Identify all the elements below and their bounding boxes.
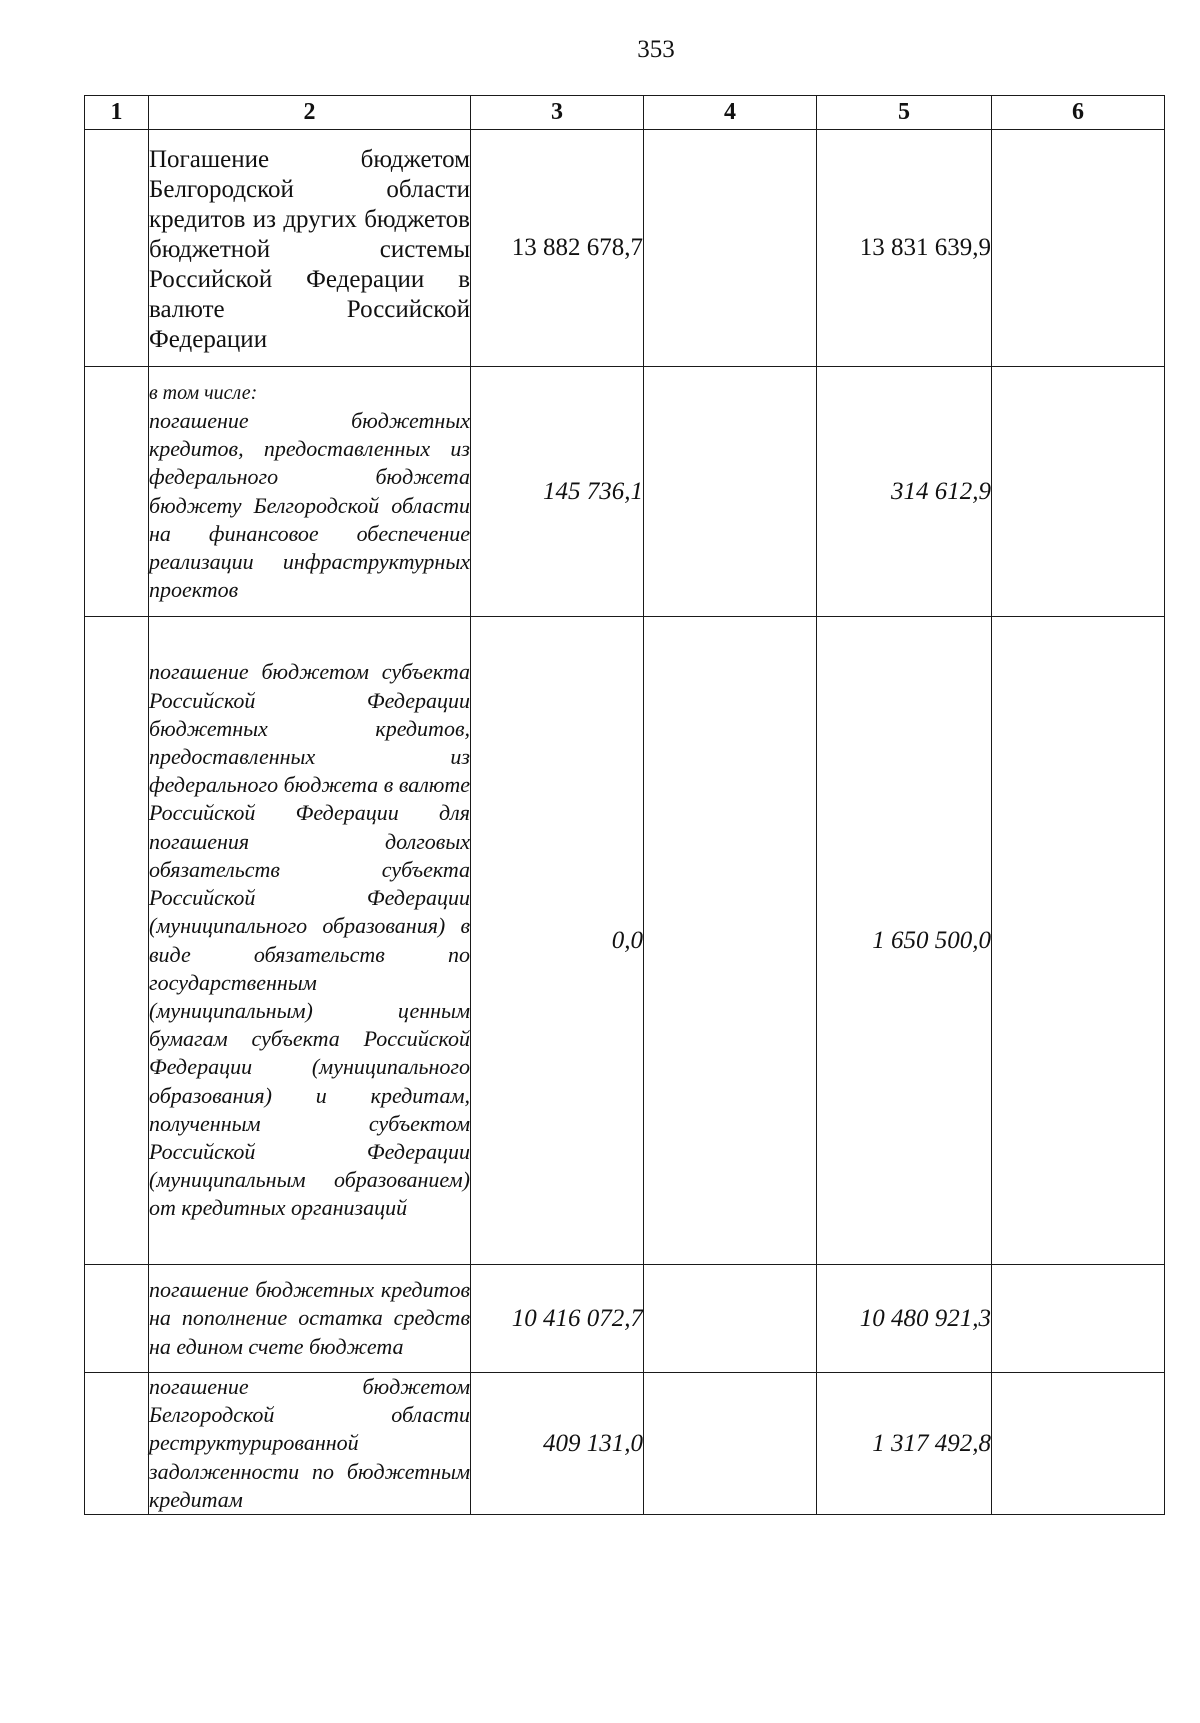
value-cell-col3: 0,0 bbox=[471, 617, 644, 1265]
value-cell-col5: 13 831 639,9 bbox=[817, 130, 992, 367]
description-cell: погашение бюджетом Белгородской области реструктурированной задолженности по бюджетным кредитам bbox=[149, 1373, 471, 1515]
header-cell-6: 6 bbox=[992, 96, 1165, 130]
value-cell-col3: 10 416 072,7 bbox=[471, 1265, 644, 1373]
row-number-cell bbox=[85, 1265, 149, 1373]
value-cell-col6 bbox=[992, 1373, 1165, 1515]
table-row bbox=[85, 367, 1165, 617]
table-row bbox=[85, 130, 1165, 367]
row-number-cell bbox=[85, 367, 149, 617]
page-number: 353 bbox=[637, 36, 675, 63]
description-cell: погашение бюджетом субъекта Российской Федерации бюджетных кредитов, предоставленных из федерального бюджета в валюте Российской Федерации для погашения долговых обязательств субъекта Российской Федерации (муниципального образования) в виде обязательств по государственным (муниципальным) ценным бумагам субъекта Российской Федерации (муниципального образования) и кредитам, полученным субъектом Российской Федерации (муниципальным образованием) от кредитных организаций bbox=[149, 617, 471, 1265]
header-row bbox=[85, 96, 1165, 130]
description-cell: Погашение бюджетом Белгородской области кредитов из других бюджетов бюджетной системы Российской Федерации в валюте Российской Федерации bbox=[149, 130, 471, 367]
header-cell-5: 5 bbox=[817, 96, 992, 130]
value-cell-col5: 1 317 492,8 bbox=[817, 1373, 992, 1515]
row-number-cell bbox=[85, 130, 149, 367]
value-cell-col3: 13 882 678,7 bbox=[471, 130, 644, 367]
header-cell-2: 2 bbox=[149, 96, 471, 130]
value-cell-col5: 1 650 500,0 bbox=[817, 617, 992, 1265]
value-cell-col6 bbox=[992, 1265, 1165, 1373]
value-cell-col4 bbox=[644, 130, 817, 367]
value-cell-col5: 10 480 921,3 bbox=[817, 1265, 992, 1373]
row-number-cell bbox=[85, 617, 149, 1265]
value-cell-col6 bbox=[992, 367, 1165, 617]
value-cell-col4 bbox=[644, 1373, 817, 1515]
table-row bbox=[85, 1373, 1165, 1515]
value-cell-col4 bbox=[644, 617, 817, 1265]
header-cell-1: 1 bbox=[85, 96, 149, 130]
table-row bbox=[85, 617, 1165, 1265]
value-cell-col6 bbox=[992, 130, 1165, 367]
row-number-cell bbox=[85, 1373, 149, 1515]
value-cell-col4 bbox=[644, 1265, 817, 1373]
table-row bbox=[85, 1265, 1165, 1373]
description-cell: погашение бюджетных кредитов на пополнение остатка средств на едином счете бюджета bbox=[149, 1265, 471, 1373]
budget-table bbox=[84, 95, 1165, 1515]
header-cell-3: 3 bbox=[471, 96, 644, 130]
value-cell-col3: 409 131,0 bbox=[471, 1373, 644, 1515]
value-cell-col6 bbox=[992, 617, 1165, 1265]
value-cell-col5: 314 612,9 bbox=[817, 367, 992, 617]
description-cell bbox=[149, 367, 471, 617]
value-cell-col3: 145 736,1 bbox=[471, 367, 644, 617]
description-text: погашение бюджетных кредитов, предоставленных из федерального бюджета бюджету Белгородской области на финансовое обеспечение реализации инфраструктурных проектов bbox=[149, 407, 470, 603]
value-cell-col4 bbox=[644, 367, 817, 617]
header-cell-4: 4 bbox=[644, 96, 817, 130]
intro-text: в том числе: bbox=[149, 381, 258, 404]
